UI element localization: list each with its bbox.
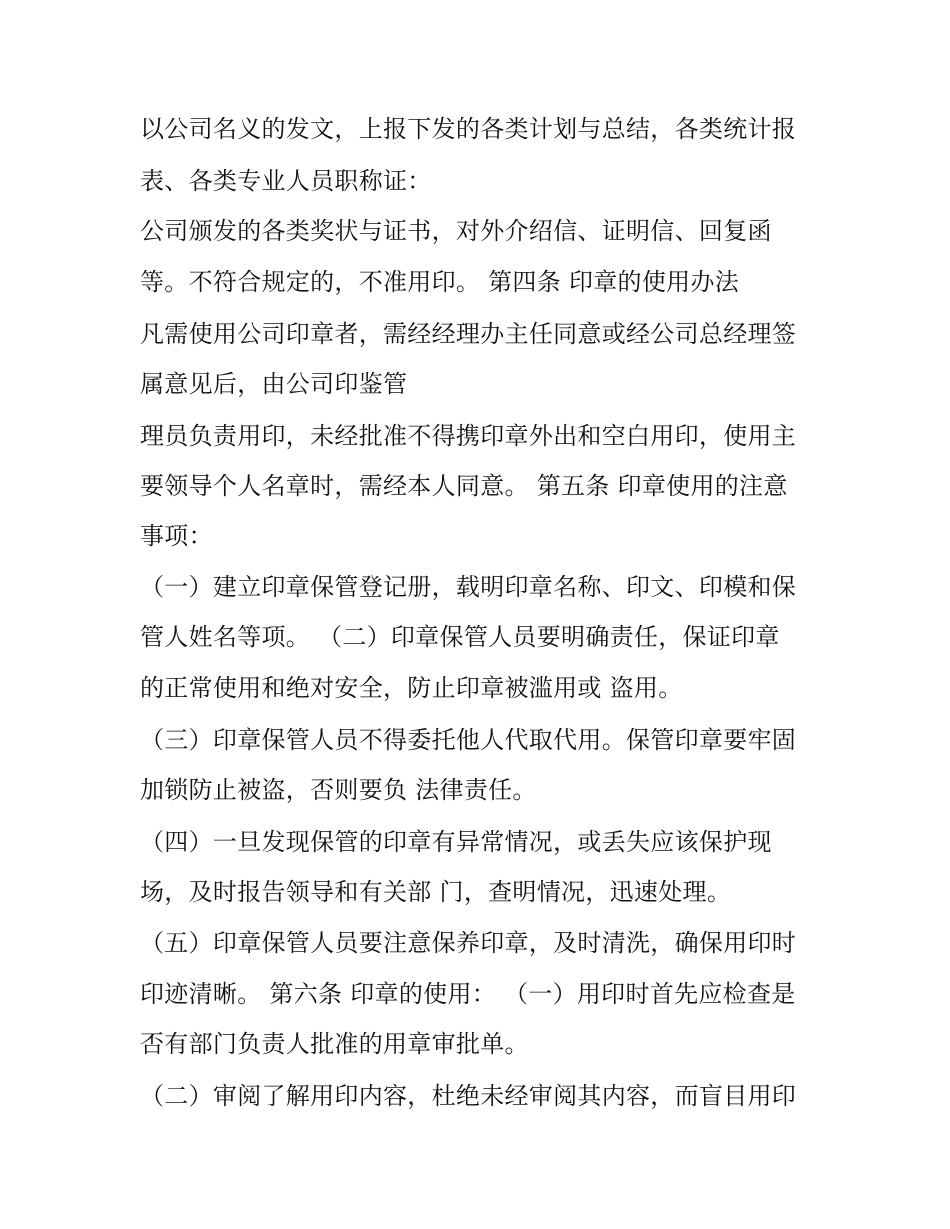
text-line: （三）印章保管人员不得委托他人代取代用。保管印章要牢固 [140, 726, 797, 754]
text-line: 公司颁发的各类奖状与证书，对外介绍信、证明信、回复函 [140, 217, 772, 245]
text-line: 理员负责用印，未经批准不得携印章外出和空白用印，使用主 [140, 422, 797, 450]
text-line: 属意见后，由公司印鉴管 [140, 370, 408, 398]
text-line: 印迹清晰。 第六条 印章的使用： （一）用印时首先应检查是 [140, 980, 796, 1008]
text-line: 加锁防止被盗，否则要负 法律责任。 [140, 776, 537, 804]
text-line: 凡需使用公司印章者，需经经理办主任同意或经公司总经理签 [140, 320, 797, 348]
text-line: 以公司名义的发文，上报下发的各类计划与总结，各类统计报 [140, 115, 797, 143]
text-line: 表、各类专业人员职称证： [140, 167, 432, 195]
text-line: 否有部门负责人批准的用章审批单。 [140, 1030, 529, 1058]
text-line: 管人姓名等项。 （二）印章保管人员要明确责任，保证印章 [140, 623, 780, 651]
text-line: 场，及时报告领导和有关部 门，查明情况，迅速处理。 [140, 878, 732, 906]
text-line: 的正常使用和绝对安全，防止印章被滥用或 盗用。 [140, 674, 683, 702]
text-line: 等。不符合规定的，不准用印。 第四条 印章的使用办法 [140, 268, 740, 296]
text-line: （二）审阅了解用印内容，杜绝未经审阅其内容，而盲目用印 [140, 1082, 797, 1110]
text-line: （五）印章保管人员要注意保养印章，及时清洗，确保用印时 [140, 929, 797, 957]
text-line: 要领导个人名章时，需经本人同意。 第五条 印章使用的注意 [140, 472, 788, 500]
text-line: （一）建立印章保管登记册，载明印章名称、印文、印模和保 [140, 573, 797, 601]
text-line: 事项： [140, 522, 213, 550]
text-line: （四）一旦发现保管的印章有异常情况，或丢失应该保护现 [140, 828, 772, 856]
